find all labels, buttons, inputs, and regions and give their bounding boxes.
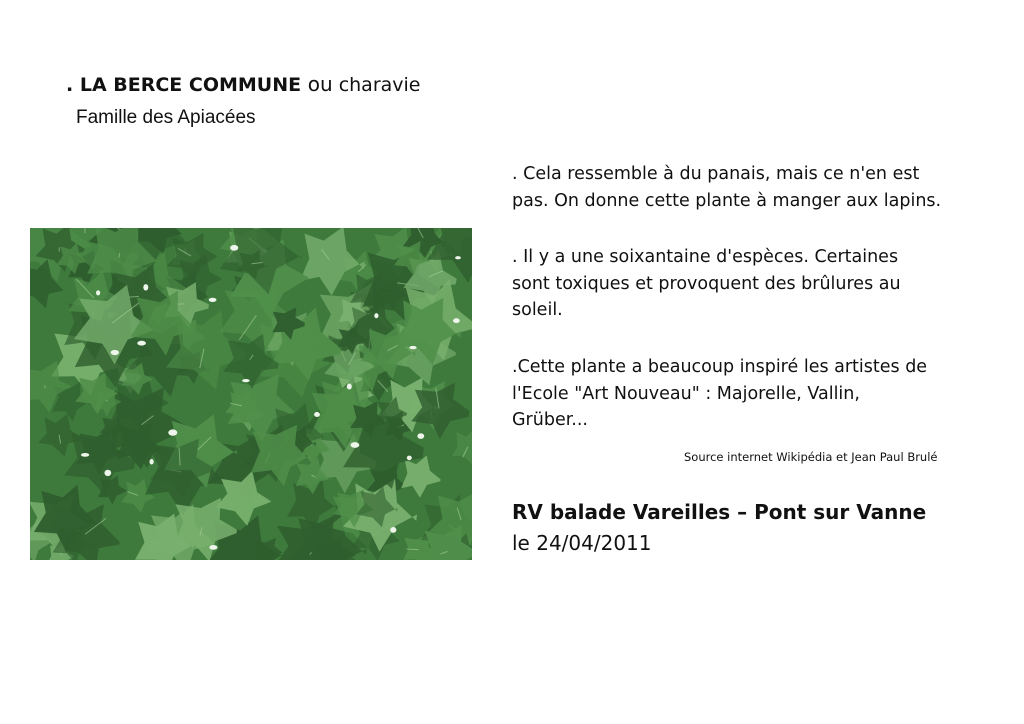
- title-main: . LA BERCE COMMUNE: [66, 74, 308, 96]
- light-speck: [96, 290, 100, 295]
- light-speck: [137, 341, 146, 346]
- light-speck: [81, 453, 89, 457]
- light-speck: [168, 429, 177, 435]
- paragraph-line: pas. On donne cette plante à manger aux lapins.: [512, 190, 942, 211]
- light-speck: [351, 442, 360, 448]
- light-speck: [453, 318, 460, 323]
- title-ou: ou: [307, 72, 333, 96]
- paragraph-line: l'Ecole "Art Nouveau" : Majorelle, Vallin,: [512, 383, 860, 404]
- paragraph-line: sont toxiques et provoquent des brûlures au: [512, 273, 901, 294]
- paragraph-line: .Cette plante a beaucoup inspiré les artistes de: [512, 357, 928, 377]
- light-speck: [374, 313, 378, 318]
- paragraph-line: Grüber...: [512, 410, 588, 430]
- plant-leaves-image: [30, 228, 472, 560]
- light-speck: [407, 456, 412, 461]
- light-speck: [209, 545, 217, 550]
- light-speck: [242, 379, 250, 382]
- light-speck: [104, 470, 111, 476]
- light-speck: [314, 412, 320, 417]
- light-speck: [209, 298, 217, 302]
- paragraph-line: . Cela ressemble à du panais, mais ce n'en est: [512, 164, 920, 184]
- light-speck: [347, 384, 352, 390]
- source-credit: Source internet Wikipédia et Jean Paul Brulé: [684, 450, 938, 464]
- light-speck: [150, 459, 154, 465]
- light-speck: [390, 527, 396, 533]
- paragraph-line: soleil.: [512, 300, 563, 320]
- light-speck: [143, 284, 148, 290]
- paragraph-3: [512, 354, 982, 434]
- light-speck: [417, 433, 424, 439]
- light-speck: [111, 350, 119, 355]
- paragraph-2: [512, 244, 982, 324]
- plant-family: Famille des Apiacées: [76, 107, 256, 128]
- paragraph-line: . Il y a une soixantaine d'espèces. Certaines: [512, 247, 899, 267]
- title-alt-name: charavie: [332, 74, 421, 96]
- paragraph-1: [512, 161, 982, 214]
- event-date: le 24/04/2011: [512, 531, 652, 555]
- light-speck: [455, 256, 461, 259]
- light-speck: [230, 245, 238, 251]
- plant-leaves-photo: [30, 228, 472, 560]
- event-title: RV balade Vareilles – Pont sur Vanne: [512, 500, 927, 524]
- light-speck: [409, 346, 416, 349]
- page-title: [66, 72, 421, 96]
